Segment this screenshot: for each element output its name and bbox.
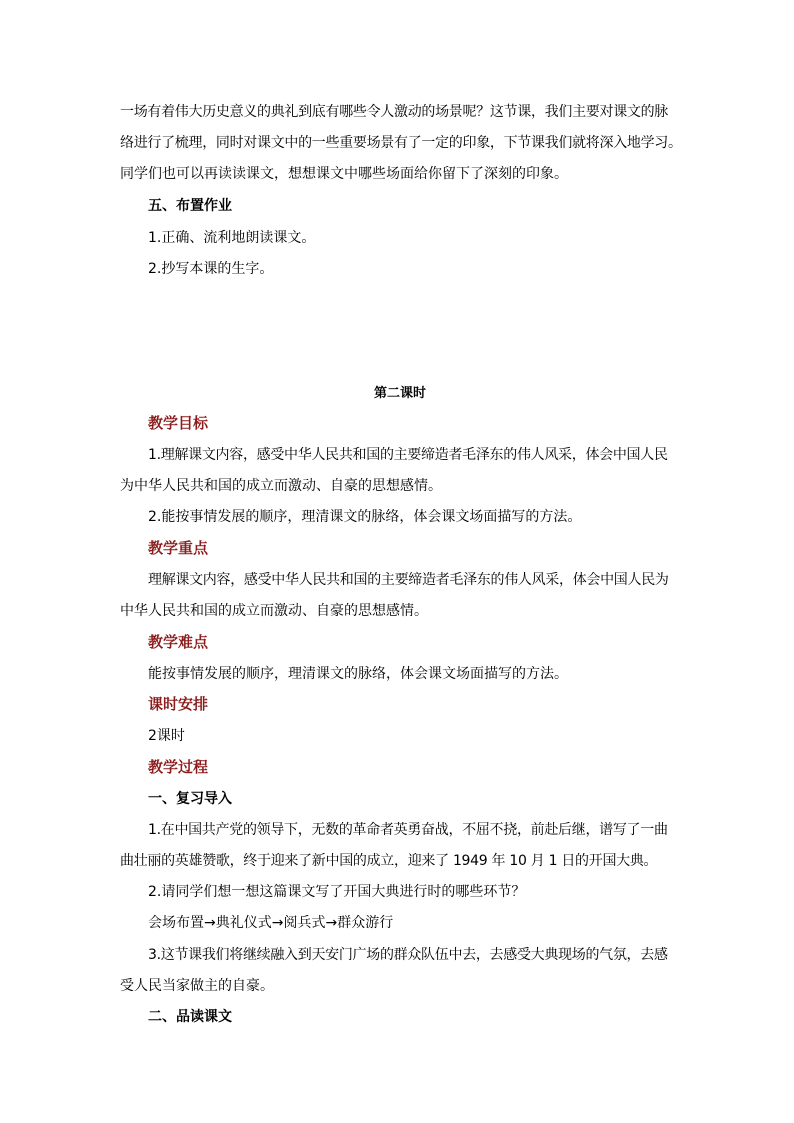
- schedule-heading: 课时安排: [148, 695, 209, 713]
- difficulty-text: 能按事情发展的顺序，理清课文的脉络，体会课文场面描写的方法。: [148, 666, 568, 682]
- review-item-3-line-2: 受人民当家做主的自豪。: [120, 978, 274, 994]
- goal-1-line-2: 为中华人民共和国的成立而激动、自豪的思想感情。: [120, 478, 442, 494]
- keypoint-heading: 教学重点: [148, 539, 209, 557]
- goal-1-line-1: 1.理解课文内容，感受中华人民共和国的主要缔造者毛泽东的伟人风采，体会中国人民: [148, 447, 668, 463]
- process-heading: 教学过程: [148, 758, 209, 776]
- goal-2: 2.能按事情发展的顺序，理清课文的脉络，体会课文场面描写的方法。: [148, 509, 582, 525]
- difficulty-heading: 教学难点: [148, 633, 209, 651]
- flow-sequence: 会场布置→典礼仪式→阅兵式→群众游行: [148, 915, 394, 931]
- keypoint-line-1: 理解课文内容，感受中华人民共和国的主要缔造者毛泽东的伟人风采，体会中国人民为: [148, 572, 669, 588]
- keypoint-line-2: 中华人民共和国的成立而激动、自豪的思想感情。: [120, 603, 428, 619]
- homework-item-1: 1.正确、流利地朗读课文。: [148, 230, 316, 246]
- intro-paragraph-line-3: 同学们也可以再读读课文，想想课文中哪些场面给你留下了深刻的印象。: [120, 166, 568, 182]
- intro-paragraph-line-2: 络进行了梳理，同时对课文中的一些重要场景有了一定的印象，下节课我们就将深入地学习。: [120, 135, 682, 151]
- review-item-2: 2.请同学们想一想这篇课文写了开国大典进行时的哪些环节？: [148, 884, 526, 900]
- homework-item-2: 2.抄写本课的生字。: [148, 261, 274, 277]
- goals-heading: 教学目标: [148, 414, 209, 432]
- intro-paragraph-line-1: 一场有着伟大历史意义的典礼到底有哪些令人激动的场景呢？这节课，我们主要对课文的脉: [120, 104, 668, 120]
- homework-heading: 五、布置作业: [148, 198, 232, 214]
- reading-heading: 二、品读课文: [148, 1009, 232, 1025]
- review-item-1-line-2: 曲壮丽的英雄赞歌，终于迎来了新中国的成立，迎来了 1949 年 10 月 1 日的开国大典。: [120, 853, 658, 869]
- review-item-3-line-1: 3.这节课我们将继续融入到天安门广场的群众队伍中去，去感受大典现场的气氛，去感: [148, 947, 668, 963]
- lesson-title: 第二课时: [373, 386, 426, 401]
- review-heading: 一、复习导入: [148, 791, 232, 807]
- review-item-1-line-1: 1.在中国共产党的领导下，无数的革命者英勇奋战，不屈不挠，前赴后继，谱写了一曲: [148, 822, 668, 838]
- schedule-text: 2课时: [148, 728, 185, 744]
